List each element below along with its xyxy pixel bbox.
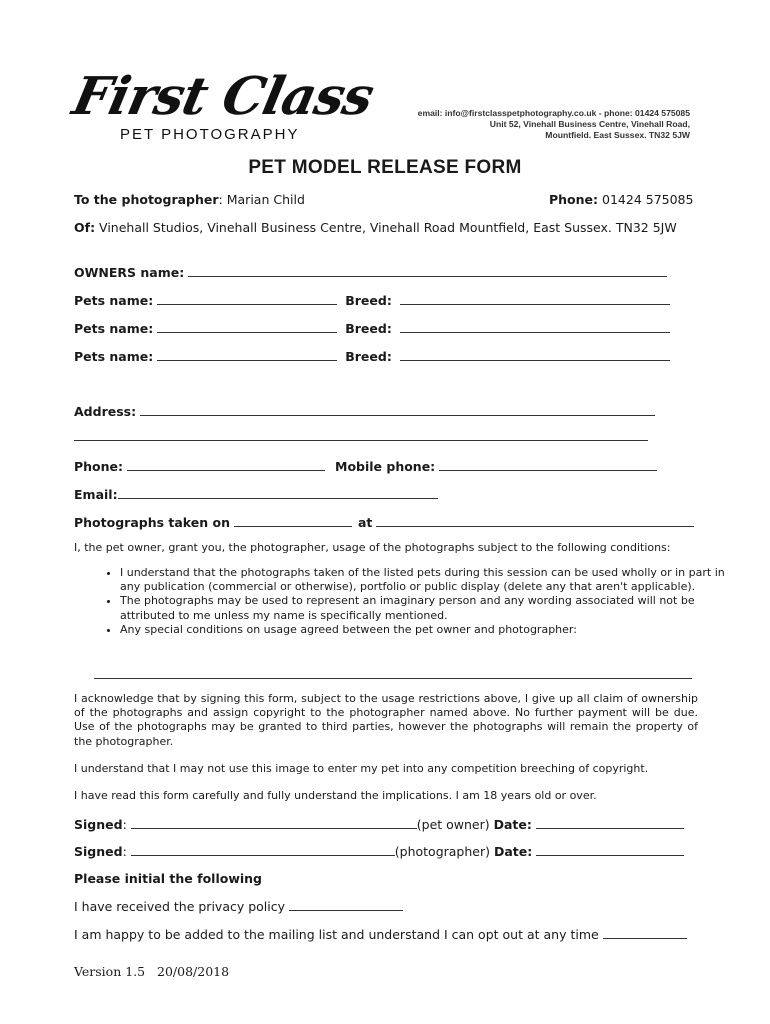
acknowledgement-paragraph: I acknowledge that by signing this form, subject to the usage restrictions above, I give up all claim of ownership of the photographs and assign copyright to the photographer named above. No further payment will be due. Use of the photographs may be granted to third parties, however the photographs will remain the property of the photographer. [74,692,698,748]
pets-name-label: Pets name: [74,321,154,336]
at-label: at [357,515,373,530]
pet-row-3 [74,348,670,364]
photos-location-field[interactable] [376,514,694,527]
pets-name-label: Pets name: [74,293,154,308]
email-field[interactable] [118,486,438,499]
signed-label: Signed [74,817,123,832]
pets-name-label: Pets name: [74,349,154,364]
privacy-statement: I have received the privacy policy [74,899,286,914]
owners-name-field[interactable] [188,264,667,277]
pets-name-field[interactable] [157,292,337,305]
company-logo-subtitle: PET PHOTOGRAPHY [120,126,300,143]
mailing-statement: I am happy to be added to the mailing list and understand I can opt out at any time [74,927,599,942]
signed-label: Signed [74,844,123,859]
contact-email-phone: email: info@firstclasspetphotography.co.uk - phone: 01424 575085 [417,108,690,118]
owner-role-label: (pet owner) [416,817,494,832]
date-label: Date: [493,817,532,832]
phone-row [74,458,657,474]
colon: : [122,844,127,859]
pet-row-1 [74,292,670,308]
pets-name-field[interactable] [157,320,337,333]
mobile-phone-label: Mobile phone: [335,459,436,474]
photographer-signature-field[interactable] [131,843,395,856]
condition-item: • Any special conditions on usage agreed between the pet owner and photographer: [120,623,725,637]
conditions-list [92,566,725,637]
contact-address-line1: Unit 52, Vinehall Business Centre, Vinehall Road, [489,119,690,129]
breed-field[interactable] [400,292,670,305]
date-label: Date: [493,844,533,859]
competition-paragraph: I understand that I may not use this image to enter my pet into any competition breeching of copyright. [74,762,649,775]
mailing-row [74,926,687,942]
form-title: PET MODEL RELEASE FORM [248,157,522,178]
address-field-line1[interactable] [140,403,655,416]
address-field-line2[interactable] [74,428,648,441]
owner-date-field[interactable] [536,816,684,829]
of-value: Vinehall Studios, Vinehall Business Centre, Vinehall Road Mountfield, East Sussex. TN32 5JW [95,220,677,235]
owner-phone-field[interactable] [127,458,325,471]
breed-field[interactable] [400,320,670,333]
phone-label: Phone: [549,192,599,207]
photographer-role-label: (photographer) [394,844,494,859]
studio-address-row [74,220,677,235]
contact-address-line2: Mountfield. East Sussex. TN32 5JW [545,130,690,140]
privacy-initial-field[interactable] [289,898,403,911]
address-label: Address: [74,404,137,419]
terms-intro: I, the pet owner, grant you, the photographer, usage of the photographs subject to the following conditions: [74,541,671,554]
company-logo-script: First Class [67,66,379,127]
photographer-signature-row [74,843,684,859]
contact-block [370,108,690,141]
pet-row-2 [74,320,670,336]
owners-name-label: OWNERS name: [74,265,185,280]
colon: : [122,817,127,832]
phone-value: 01424 575085 [598,192,694,207]
owner-signature-row [74,816,684,832]
read-paragraph: I have read this form carefully and fully understand the implications. I am 18 years old or over. [74,789,597,802]
photographer-value: : Marian Child [218,192,305,207]
photos-date-field[interactable] [234,514,352,527]
photos-taken-label: Photographs taken on [74,515,230,530]
of-label: Of: [74,220,96,235]
breed-label: Breed: [345,321,392,336]
breed-label: Breed: [345,349,392,364]
condition-item: • The photographs may be used to represent an imaginary person and any wording associated will not be attributed to me unless my name is specifically mentioned. [120,594,725,622]
owners-name-row [74,264,667,280]
breed-label: Breed: [345,293,392,308]
condition-item: • I understand that the photographs taken of the listed pets during this session can be used wholly or in part in any publication (commercial or otherwise), portfolio or public display (delete any that aren't applicable). [120,566,725,594]
initial-heading: Please initial the following [74,871,262,886]
email-row [74,486,438,502]
photographer-date-field[interactable] [536,843,684,856]
email-label: Email: [74,487,118,502]
mailing-initial-field[interactable] [603,926,687,939]
owner-phone-label: Phone: [74,459,124,474]
version-footer: Version 1.5 20/08/2018 [74,964,230,979]
mobile-phone-field[interactable] [439,458,657,471]
photographer-row [74,192,305,207]
photos-taken-row [74,514,694,530]
photographer-phone [549,192,693,207]
privacy-row [74,898,403,914]
special-conditions-field[interactable] [94,668,692,679]
address-row [74,403,655,419]
breed-field[interactable] [400,348,670,361]
pets-name-field[interactable] [157,348,337,361]
photographer-label: To the photographer [74,192,219,207]
owner-signature-field[interactable] [131,816,417,829]
